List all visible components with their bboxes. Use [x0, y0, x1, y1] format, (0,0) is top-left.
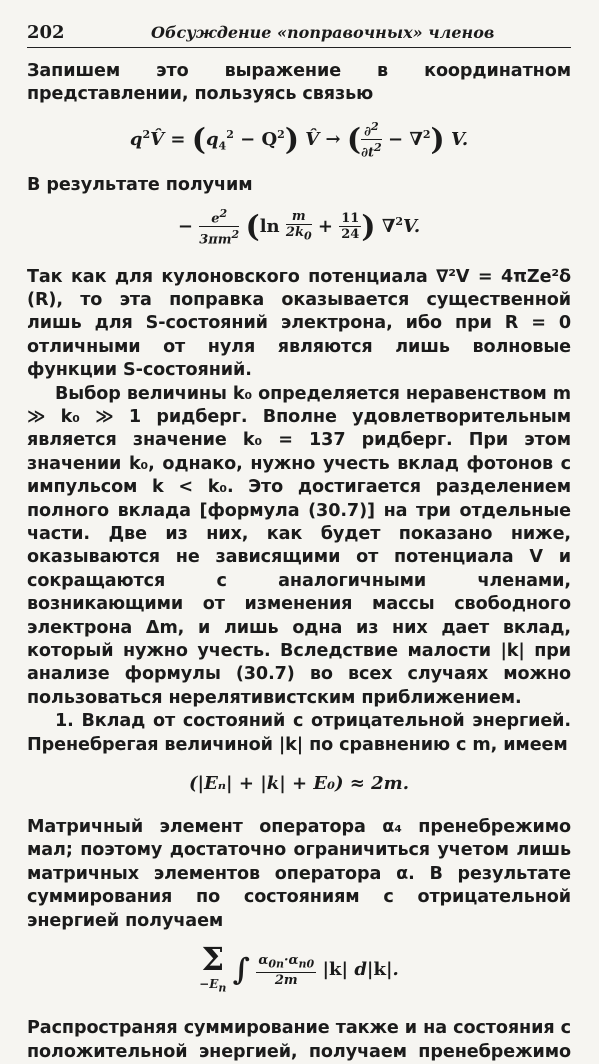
paragraph-7: Распространяя суммирование также и на состояния с положительной энергией, получаем пренебрежимо: [27, 1018, 571, 1062]
header-rule: [27, 47, 571, 48]
paragraph-1: Запишем это выражение в координатном представлении, пользуясь связью: [27, 61, 571, 105]
page-number: 202: [27, 22, 65, 43]
paragraph-3: Так как для кулоновского потенциала ∇²V = 4πZe²δ (R), то эта поправка оказывается существенной лишь для S-состояний электрона, ибо при R = 0 отличными от нуля являются лишь волновые функции S-состояний.: [27, 266, 571, 381]
paragraph-5: 1. Вклад от состояний с отрицательной энергией. Пренебрегая величиной |k| по сравнению с m, имеем: [27, 711, 571, 755]
page-body: [27, 60, 571, 1064]
paragraph-2: В результате получим: [27, 175, 253, 196]
equation-1: $q^2V̂ = (q_4^2 - Q^2)$ V̂ → ( $\frac{\partial^2}{\partial t^2}$ − ∇$^2$) V.: [129, 119, 469, 161]
equation-3: (|Eₙ| + |k| + E₀) ≈ 2m.: [189, 773, 409, 795]
running-header: [27, 22, 571, 46]
equation-2: − $\frac{e^2}{3\pi m^2}$ (ln $\frac{m}{2k_0}$ + $\frac{11}{24}$ ) ∇$^2$V.: [177, 206, 421, 248]
equation-4: Σ $-E_n$ ∫ $\frac{\alpha_{0n}\cdot\alpha_{n0}}{2m}$ |k| d|k|.: [199, 940, 399, 995]
running-title: Обсуждение «поправочных» членов: [151, 23, 495, 42]
paragraph-6: Матричный элемент оператора α₄ пренебрежимо мал; поэтому достаточно ограничиться учетом лишь матричных элементов оператора α. В результате суммирования по состояниям с отрицательной энергией получаем: [27, 817, 571, 931]
paragraph-4: Выбор величины k₀ определяется неравенством m ≫ k₀ ≫ 1 ридберг. Вполне удовлетворительным является значение k₀ = 137 ридберг. При этом значении k₀, однако, нужно учесть вклад фотонов с импульсом k < k₀. Это достигается разделением полного вклада [формула (30.7)] на три отдельные части. Две из них, как будет показано ниже, оказываются не зависящими от потенциала V и сокращаются с аналогичными членами, возникающими от изменения массы свободного электрона Δm, и лишь одна из них дает вклад, который нужно учесть. Вследствие малости |k| при анализе формулы (30.7) во всех случаях можно пользоваться нерелятивистским приближением.: [27, 383, 571, 708]
